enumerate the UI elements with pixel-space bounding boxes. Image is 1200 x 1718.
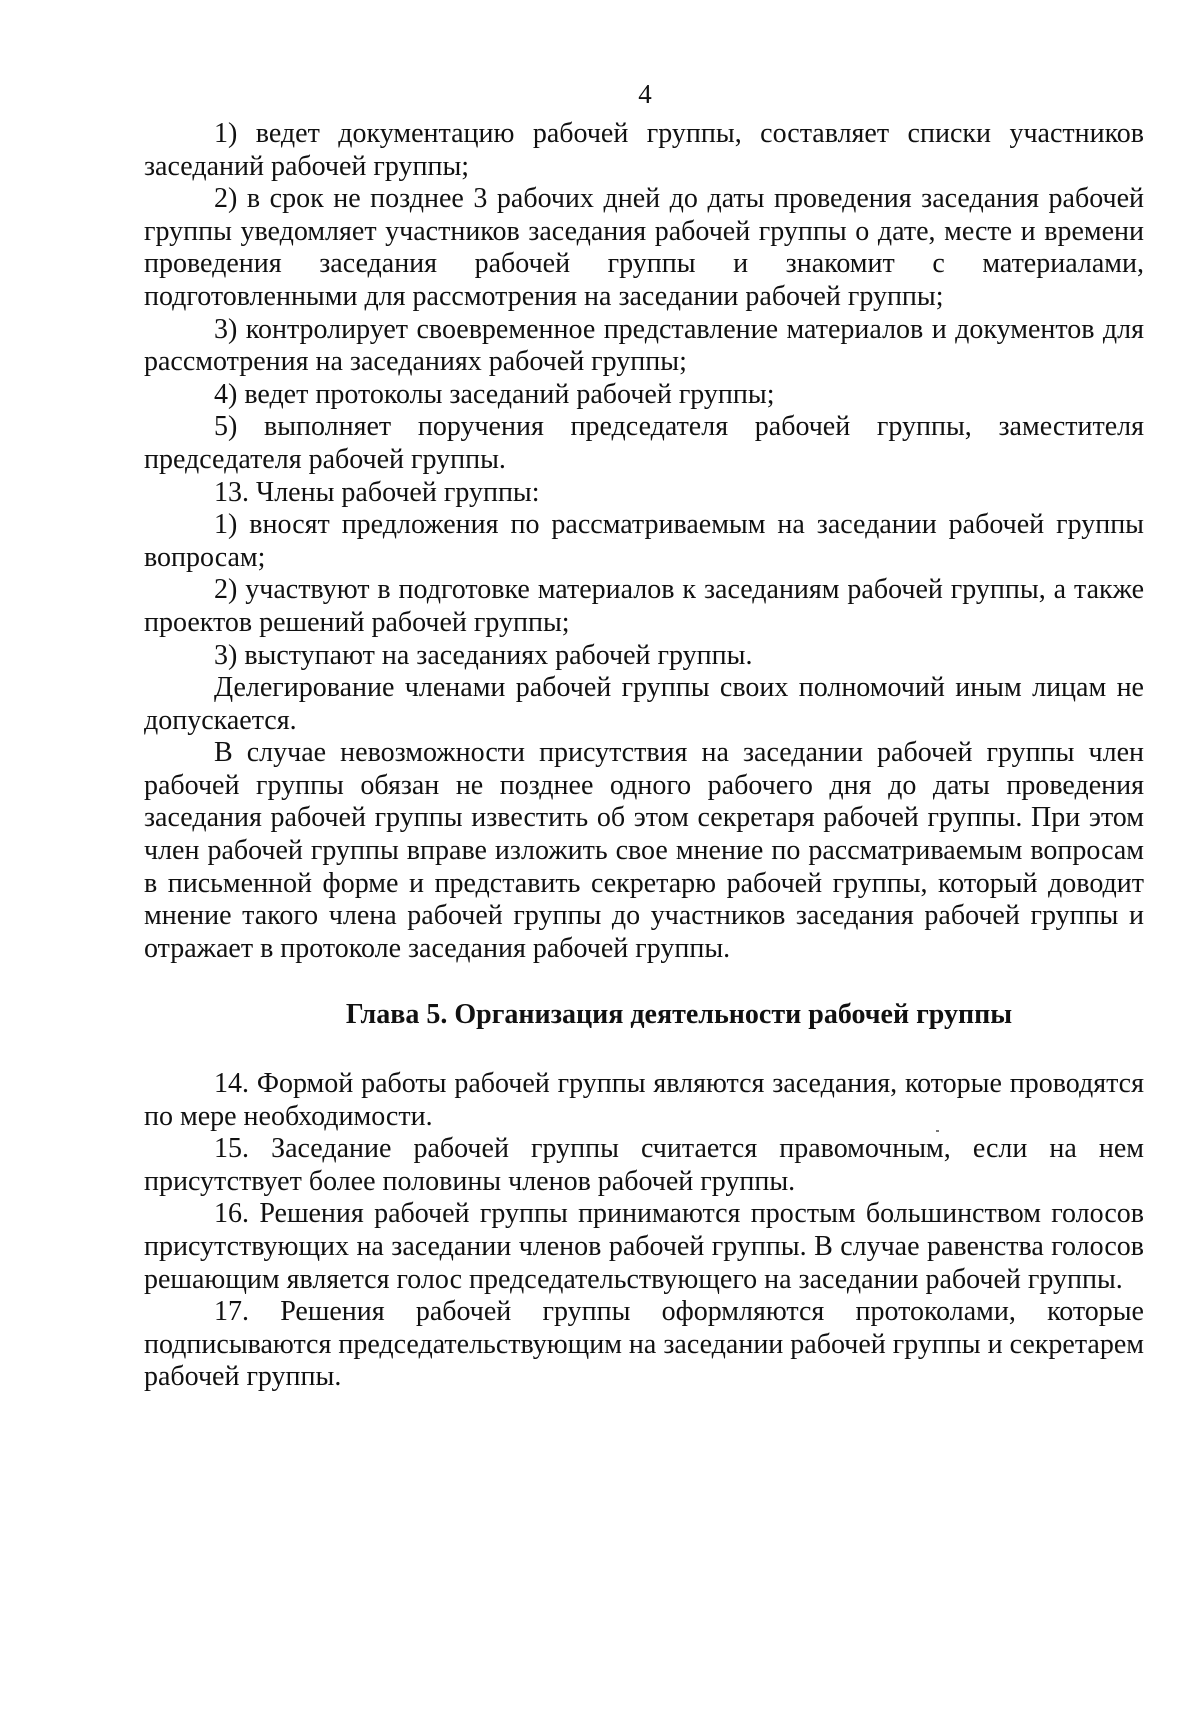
- clause-15: 15. Заседание рабочей группы считается правомочным, если на нем присутствует более половины членов рабочей группы.: [144, 1133, 1144, 1197]
- clause-17: 17. Решения рабочей группы оформляются протоколами, которые подписываются председательствующим на заседании рабочей группы и секретарем рабочей группы.: [144, 1296, 1144, 1393]
- page-number: 4: [638, 79, 652, 109]
- secretary-duty-2: 2) в срок не позднее 3 рабочих дней до даты проведения заседания рабочей группы уведомляет участников заседания рабочей группы о дате, месте и времени проведения заседания рабочей группы и знакомит с материалами, подготовленными для рассмотрения на заседании рабочей группы;: [144, 183, 1144, 312]
- secretary-duty-5: 5) выполняет поручения председателя рабочей группы, заместителя председателя рабочей группы.: [144, 411, 1144, 475]
- member-duty-2: 2) участвуют в подготовке материалов к заседаниям рабочей группы, а также проектов решений рабочей группы;: [144, 574, 1144, 638]
- clause-16: 16. Решения рабочей группы принимаются простым большинством голосов присутствующих на заседании членов рабочей группы. В случае равенства голосов решающим является голос председательствующего на заседании рабочей группы.: [144, 1198, 1144, 1295]
- document-body: [144, 118, 1144, 1394]
- absence-paragraph: В случае невозможности присутствия на заседании рабочей группы член рабочей группы обязан не позднее одного рабочего дня до даты проведения заседания рабочей группы известить об этом секретаря рабочей группы. При этом член рабочей группы вправе изложить свое мнение по рассматриваемым вопросам в письменной форме и представить секретарю рабочей группы, который доводит мнение такого члена рабочей группы до участников заседания рабочей группы и отражает в протоколе заседания рабочей группы.: [144, 737, 1144, 964]
- member-duty-3: 3) выступают на заседаниях рабочей группы.: [214, 639, 753, 671]
- member-duty-1: 1) вносят предложения по рассматриваемым на заседании рабочей группы вопросам;: [144, 509, 1144, 573]
- scan-speck: [936, 1130, 939, 1132]
- chapter-heading: Глава 5. Организация деятельности рабочей группы: [345, 999, 1013, 1031]
- secretary-duty-3: 3) контролирует своевременное представление материалов и документов для рассмотрения на заседаниях рабочей группы;: [144, 313, 1144, 378]
- secretary-duty-4: 4) ведет протоколы заседаний рабочей группы;: [214, 378, 775, 410]
- delegation-paragraph: Делегирование членами рабочей группы своих полномочий иным лицам не допускается.: [144, 672, 1144, 736]
- secretary-duty-1: 1) ведет документацию рабочей группы, составляет списки участников заседаний рабочей группы;: [144, 118, 1144, 182]
- clause-13-intro: 13. Члены рабочей группы:: [214, 476, 540, 508]
- clause-14: 14. Формой работы рабочей группы являются заседания, которые проводятся по мере необходимости.: [144, 1068, 1144, 1132]
